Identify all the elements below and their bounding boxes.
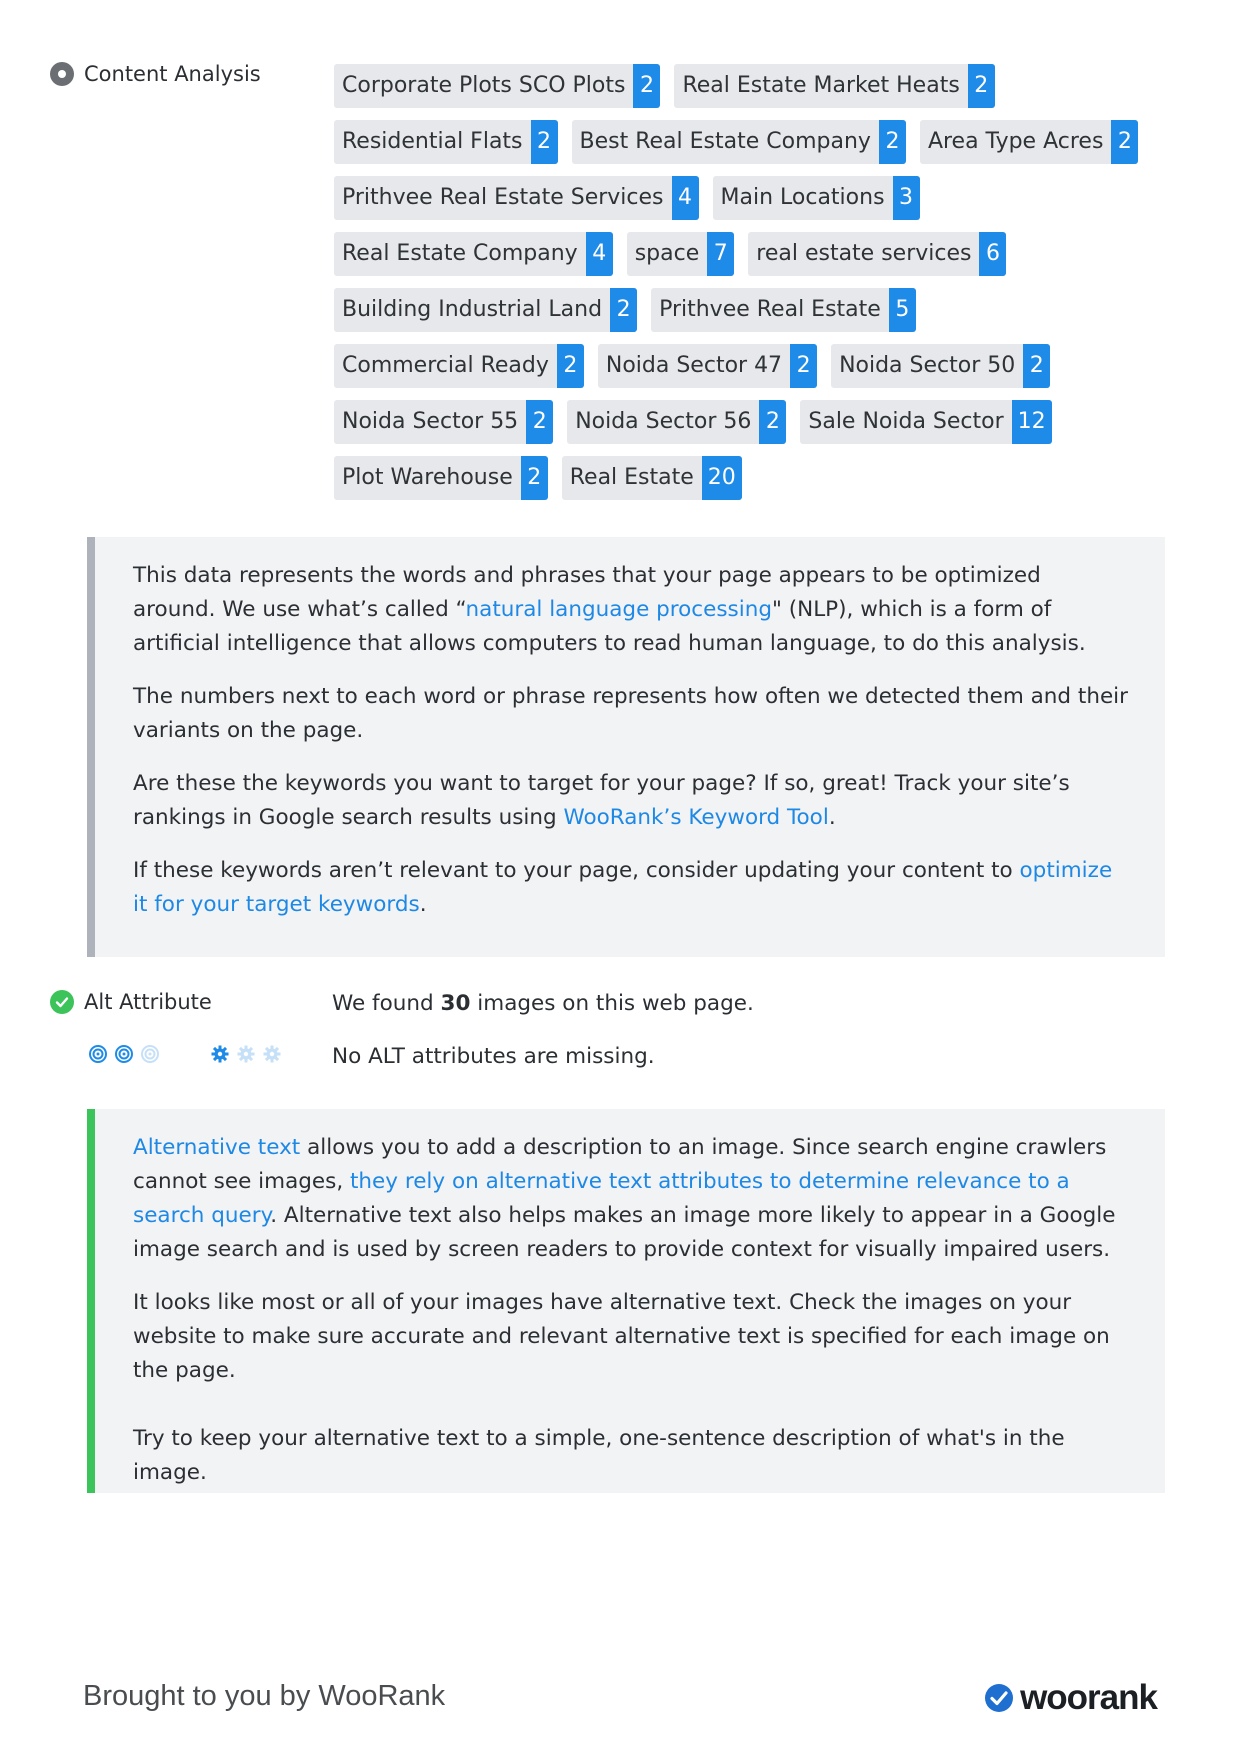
keyword-text: Noida Sector 56 (575, 409, 752, 434)
keyword-count-badge: 2 (531, 120, 558, 164)
keyword-count-badge: 2 (633, 64, 660, 108)
note-paragraph: If these keywords aren’t relevant to your page, consider updating your content to optimize it for your target keywords. (133, 858, 1113, 917)
keyword-cloud (334, 64, 1134, 500)
gear-icon-faded (236, 1044, 256, 1064)
keyword-chip (334, 344, 584, 388)
keyword-text: Real Estate (569, 465, 694, 490)
keyword-count-badge: 2 (879, 120, 906, 164)
alt-attribute-note (87, 1109, 1165, 1493)
keyword-text: Real Estate Company (342, 241, 578, 266)
target-icon (88, 1044, 108, 1064)
keyword-chip (334, 400, 553, 444)
keyword-tool-link[interactable]: WooRank’s Keyword Tool (563, 805, 829, 830)
keyword-chip (334, 232, 613, 276)
nlp-link[interactable]: natural language processing (465, 597, 772, 622)
keyword-count-badge: 5 (889, 288, 916, 332)
keyword-text: Prithvee Real Estate Services (342, 185, 664, 210)
keyword-count-badge: 12 (1012, 400, 1052, 444)
check-circle-icon (50, 990, 74, 1014)
keyword-count-badge: 2 (1111, 120, 1138, 164)
keyword-row (334, 120, 1134, 164)
keyword-chip (800, 400, 1051, 444)
keyword-row (334, 288, 1134, 332)
keyword-chip (334, 456, 548, 500)
alt-attribute-title: Alt Attribute (84, 990, 212, 1014)
images-found-text: We found 30 images on this web page. (332, 991, 754, 1016)
relevance-link[interactable]: they rely on alternative text attributes to determine relevance to a search query (133, 1169, 1070, 1228)
gear-icon-faded (262, 1044, 282, 1064)
content-analysis-note (87, 537, 1165, 957)
keyword-text: Main Locations (720, 185, 885, 210)
keyword-row (334, 400, 1134, 444)
keyword-count-badge: 2 (759, 400, 786, 444)
note-paragraph: It looks like most or all of your images have alternative text. Check the images on your website to make sure accurate and relevant alternative text is specified for each image on the page. (133, 1290, 1110, 1383)
target-icon (114, 1044, 134, 1064)
note-paragraph: Try to keep your alternative text to a simple, one-sentence description of what's in the image. (133, 1426, 1065, 1485)
keyword-chip (572, 120, 906, 164)
keyword-text: Noida Sector 55 (342, 409, 519, 434)
keyword-text: Plot Warehouse (342, 465, 513, 490)
keyword-row (334, 232, 1134, 276)
keyword-text: space (634, 241, 700, 266)
keyword-text: Best Real Estate Company (579, 129, 871, 154)
keyword-chip (598, 344, 817, 388)
keyword-count-badge: 7 (707, 232, 734, 276)
keyword-text: Real Estate Market Heats (682, 73, 960, 98)
content-analysis-header (50, 62, 261, 86)
rating-icons (88, 1044, 282, 1064)
keyword-text: Area Type Acres (927, 129, 1104, 154)
keyword-chip (567, 400, 786, 444)
note-paragraph: The numbers next to each word or phrase represents how often we detected them and their variants on the page. (133, 684, 1128, 743)
keyword-chip (651, 288, 916, 332)
keyword-text: Prithvee Real Estate (659, 297, 881, 322)
keyword-text: real estate services (756, 241, 972, 266)
keyword-count-badge: 2 (526, 400, 553, 444)
keyword-chip (334, 176, 699, 220)
note-paragraph: Alternative text allows you to add a description to an image. Since search engine crawlers cannot see images, they rely on alternative text attributes to determine relevance to a search query. Alternative text also helps makes an image more likely to appear in a Google image search and is used by screen readers to provide context for visually impaired users. (133, 1135, 1116, 1262)
note-paragraph: Are these the keywords you want to target for your page? If so, great! Track your site’s rankings in Google search results using WooRank’s Keyword Tool. (133, 771, 1070, 830)
keyword-count-badge: 20 (702, 456, 742, 500)
keyword-count-badge: 2 (557, 344, 584, 388)
keyword-chip (627, 232, 735, 276)
keyword-row (334, 176, 1134, 220)
woorank-check-icon (984, 1683, 1014, 1713)
images-count: 30 (440, 991, 471, 1016)
content-analysis-title: Content Analysis (84, 62, 261, 86)
keyword-chip (748, 232, 1006, 276)
keyword-count-badge: 4 (586, 232, 613, 276)
keyword-text: Corporate Plots SCO Plots (342, 73, 626, 98)
alternative-text-link[interactable]: Alternative text (133, 1135, 301, 1160)
footer-credit: Brought to you by WooRank (83, 1680, 446, 1712)
keyword-text: Noida Sector 50 (839, 353, 1016, 378)
keyword-count-badge: 2 (968, 64, 995, 108)
keyword-count-badge: 3 (893, 176, 920, 220)
optimize-keywords-link[interactable]: optimize it for your target keywords (133, 858, 1113, 917)
alt-missing-text: No ALT attributes are missing. (332, 1044, 655, 1069)
keyword-text: Sale Noida Sector (808, 409, 1004, 434)
alt-attribute-header (50, 990, 212, 1014)
keyword-chip (334, 120, 558, 164)
keyword-count-badge: 2 (521, 456, 548, 500)
target-icon-faded (140, 1044, 160, 1064)
keyword-chip (562, 456, 742, 500)
keyword-chip (334, 288, 637, 332)
woorank-logo (984, 1678, 1157, 1718)
keyword-count-badge: 2 (1023, 344, 1050, 388)
keyword-count-badge: 2 (610, 288, 637, 332)
keyword-row (334, 64, 1134, 108)
keyword-chip (674, 64, 994, 108)
keyword-count-badge: 4 (672, 176, 699, 220)
keyword-chip (920, 120, 1138, 164)
keyword-chip (334, 64, 660, 108)
note-paragraph: This data represents the words and phrases that your page appears to be optimized around. We use what’s called “natural language processing" (NLP), which is a form of artificial intelligence that allows computers to read human language, to do this analysis. (133, 563, 1086, 656)
keyword-text: Building Industrial Land (342, 297, 603, 322)
keyword-count-badge: 6 (979, 232, 1006, 276)
keyword-row (334, 456, 1134, 500)
neutral-status-icon (50, 62, 74, 86)
keyword-chip (831, 344, 1050, 388)
logo-text: woorank (1020, 1678, 1157, 1717)
keyword-text: Commercial Ready (342, 353, 549, 378)
keyword-text: Noida Sector 47 (605, 353, 783, 378)
gear-icon (210, 1044, 230, 1064)
keyword-text: Residential Flats (342, 129, 523, 154)
keyword-count-badge: 2 (790, 344, 817, 388)
keyword-chip (713, 176, 920, 220)
keyword-row (334, 344, 1134, 388)
